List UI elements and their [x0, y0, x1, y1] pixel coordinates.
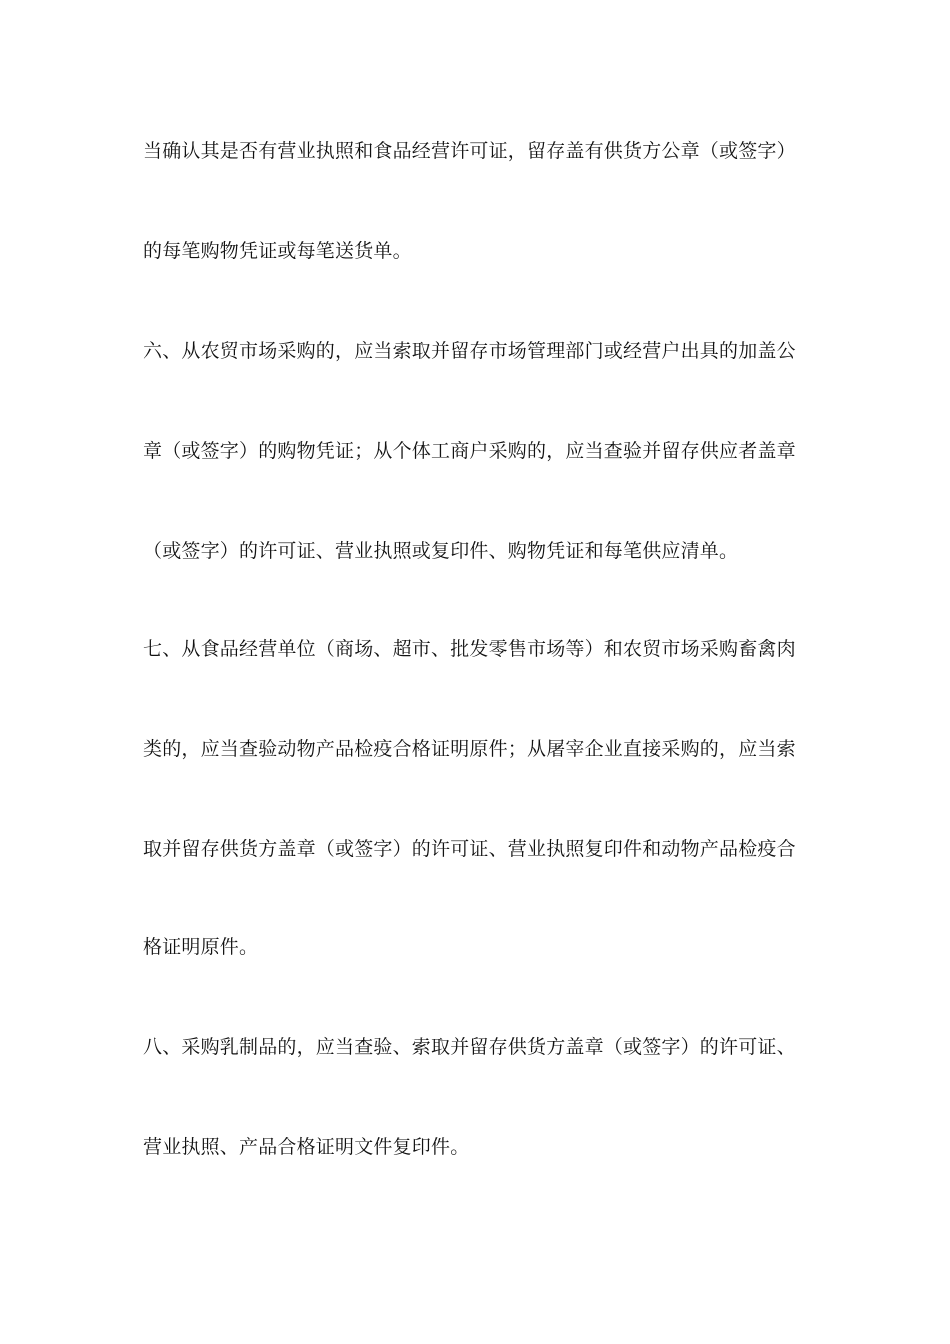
text-line: 类的，应当查验动物产品检疫合格证明原件；从屠宰企业直接采购的，应当索	[143, 738, 796, 760]
text-line: 格证明原件。	[143, 936, 259, 958]
text-line: 取并留存供货方盖章（或签字）的许可证、营业执照复印件和动物产品检疫合	[143, 838, 796, 860]
text-line: 六、从农贸市场采购的，应当索取并留存市场管理部门或经营户出具的加盖公	[143, 340, 796, 362]
text-line: 八、采购乳制品的，应当查验、索取并留存供货方盖章（或签字）的许可证、	[143, 1036, 796, 1058]
text-line: 的每笔购物凭证或每笔送货单。	[143, 240, 412, 262]
text-line: 当确认其是否有营业执照和食品经营许可证，留存盖有供货方公章（或签字）	[143, 140, 796, 162]
text-line: 营业执照、产品合格证明文件复印件。	[143, 1136, 470, 1158]
text-line: 章（或签字）的购物凭证；从个体工商户采购的，应当查验并留存供应者盖章	[143, 440, 796, 462]
text-line: 七、从食品经营单位（商场、超市、批发零售市场等）和农贸市场采购畜禽肉	[143, 638, 796, 660]
text-line: （或签字）的许可证、营业执照或复印件、购物凭证和每笔供应清单。	[143, 540, 739, 562]
